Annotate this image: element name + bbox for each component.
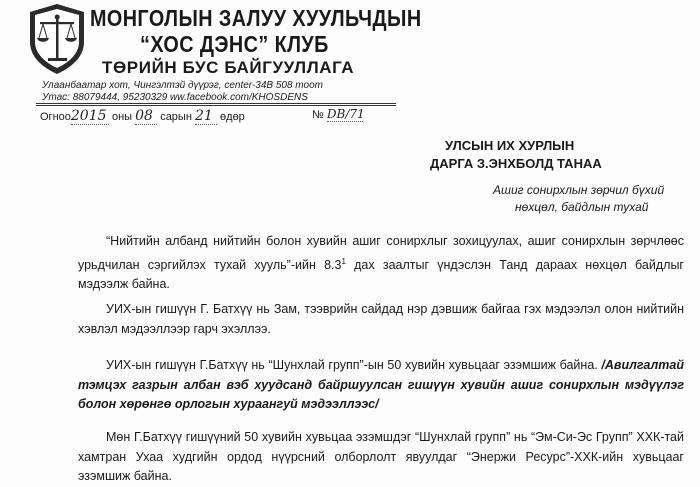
document-number <box>312 107 363 122</box>
date-day: 21 <box>195 108 217 125</box>
body-paragraph-2: УИХ-ын гишүүн Г. Батхүү нь Зам, тээврийн сайдад нэр дэвшиж байгаа гэх мэдээлэл олон нийтийн хэвлэл мэдээллээр гарч эхэллээ. <box>78 302 684 336</box>
body-paragraph-3: УИХ-ын гишүүн Г.Батхүү нь “Шунхлай групп”-ын 50 хувийн хувьцааг эзэмшиж байна. /Авилгалтай тэмцэх газрын албан вэб хуудсанд байршуулсан гишүүн хувийн ашиг сонирхлын мэдүүлэг болон хөрөнгө орлогын хураангуй мэдээллээс/ <box>78 358 684 411</box>
header-divider <box>36 103 396 104</box>
org-type: ТӨРИЙН БУС БАЙГУУЛЛАГА <box>102 58 355 77</box>
body-paragraph-3-source: /Авилгалтай тэмцэх газрын албан вэб хуудсанд байршуулсан гишүүн хувийн ашиг сонирхлын мэдүүлэг болон хөрөнгө орлогын хураангуй мэдээллээс/ <box>78 358 684 411</box>
subject-line2: нөхцөл, байдлын тухай <box>515 200 649 214</box>
scales-of-justice-logo <box>26 2 88 76</box>
date-month: 08 <box>135 108 157 125</box>
subject-line1: Ашиг сонирхлын зөрчил бүхий <box>493 183 665 197</box>
date-year-suffix: оны <box>111 111 133 123</box>
org-address: Улаанбаатар хот, Чингэлтэй дүүрэг, center-34В 508 тоот <box>42 80 323 91</box>
recipient-line2: ДАРГА З.ЭНХБОЛД ТАНАА <box>430 156 602 171</box>
org-name-line1: МОНГОЛЫН ЗАЛУУ ХУУЛЬЧДЫН <box>90 5 422 31</box>
header-divider-second <box>36 105 396 106</box>
doc-number-label: № <box>312 109 324 121</box>
date-label: Огноо <box>40 111 71 123</box>
date-day-suffix: өдөр <box>220 111 245 123</box>
recipient-line1: УЛСЫН ИХ ХУРЛЫН <box>445 138 575 153</box>
date-month-suffix: сарын <box>160 111 192 123</box>
body-paragraph-4: Мөн Г.Батхүү гишүүний 50 хувийн хувьцаа эзэмшдэг “Шунхлай групп” нь “Эм-Си-Эс Групп” ХХК-тай хамтран Ухаа худгийн ордод нүүрсний олборлолт явуулдаг “Энержи Ресурс”-ХХК-ийн хувьцааг эзэмшиж байна. <box>78 430 684 483</box>
org-name-line2: “ХОС ДЭНС” КЛУБ <box>140 31 329 57</box>
dateline <box>40 108 245 125</box>
body-paragraph-1: “Нийтийн албанд нийтийн болон хувийн ашиг сонирхлыг зохицуулах, ашиг сонирхлын зөрчлөөс урьдчилан сэргийлэх тухай хууль”-ийн $8.3^1$ дах заалтыг үндэслэн Танд дараах нөхцөл байдлыг мэдээлж байна. <box>78 234 684 292</box>
date-year: 2015 <box>71 108 109 125</box>
footnote-superscript: 1 <box>341 256 346 266</box>
org-contacts: Утас: 88079444, 95230329 ww.facebook.com/KHOSDENS <box>42 92 308 103</box>
doc-number-value: DB/71 <box>326 107 365 121</box>
